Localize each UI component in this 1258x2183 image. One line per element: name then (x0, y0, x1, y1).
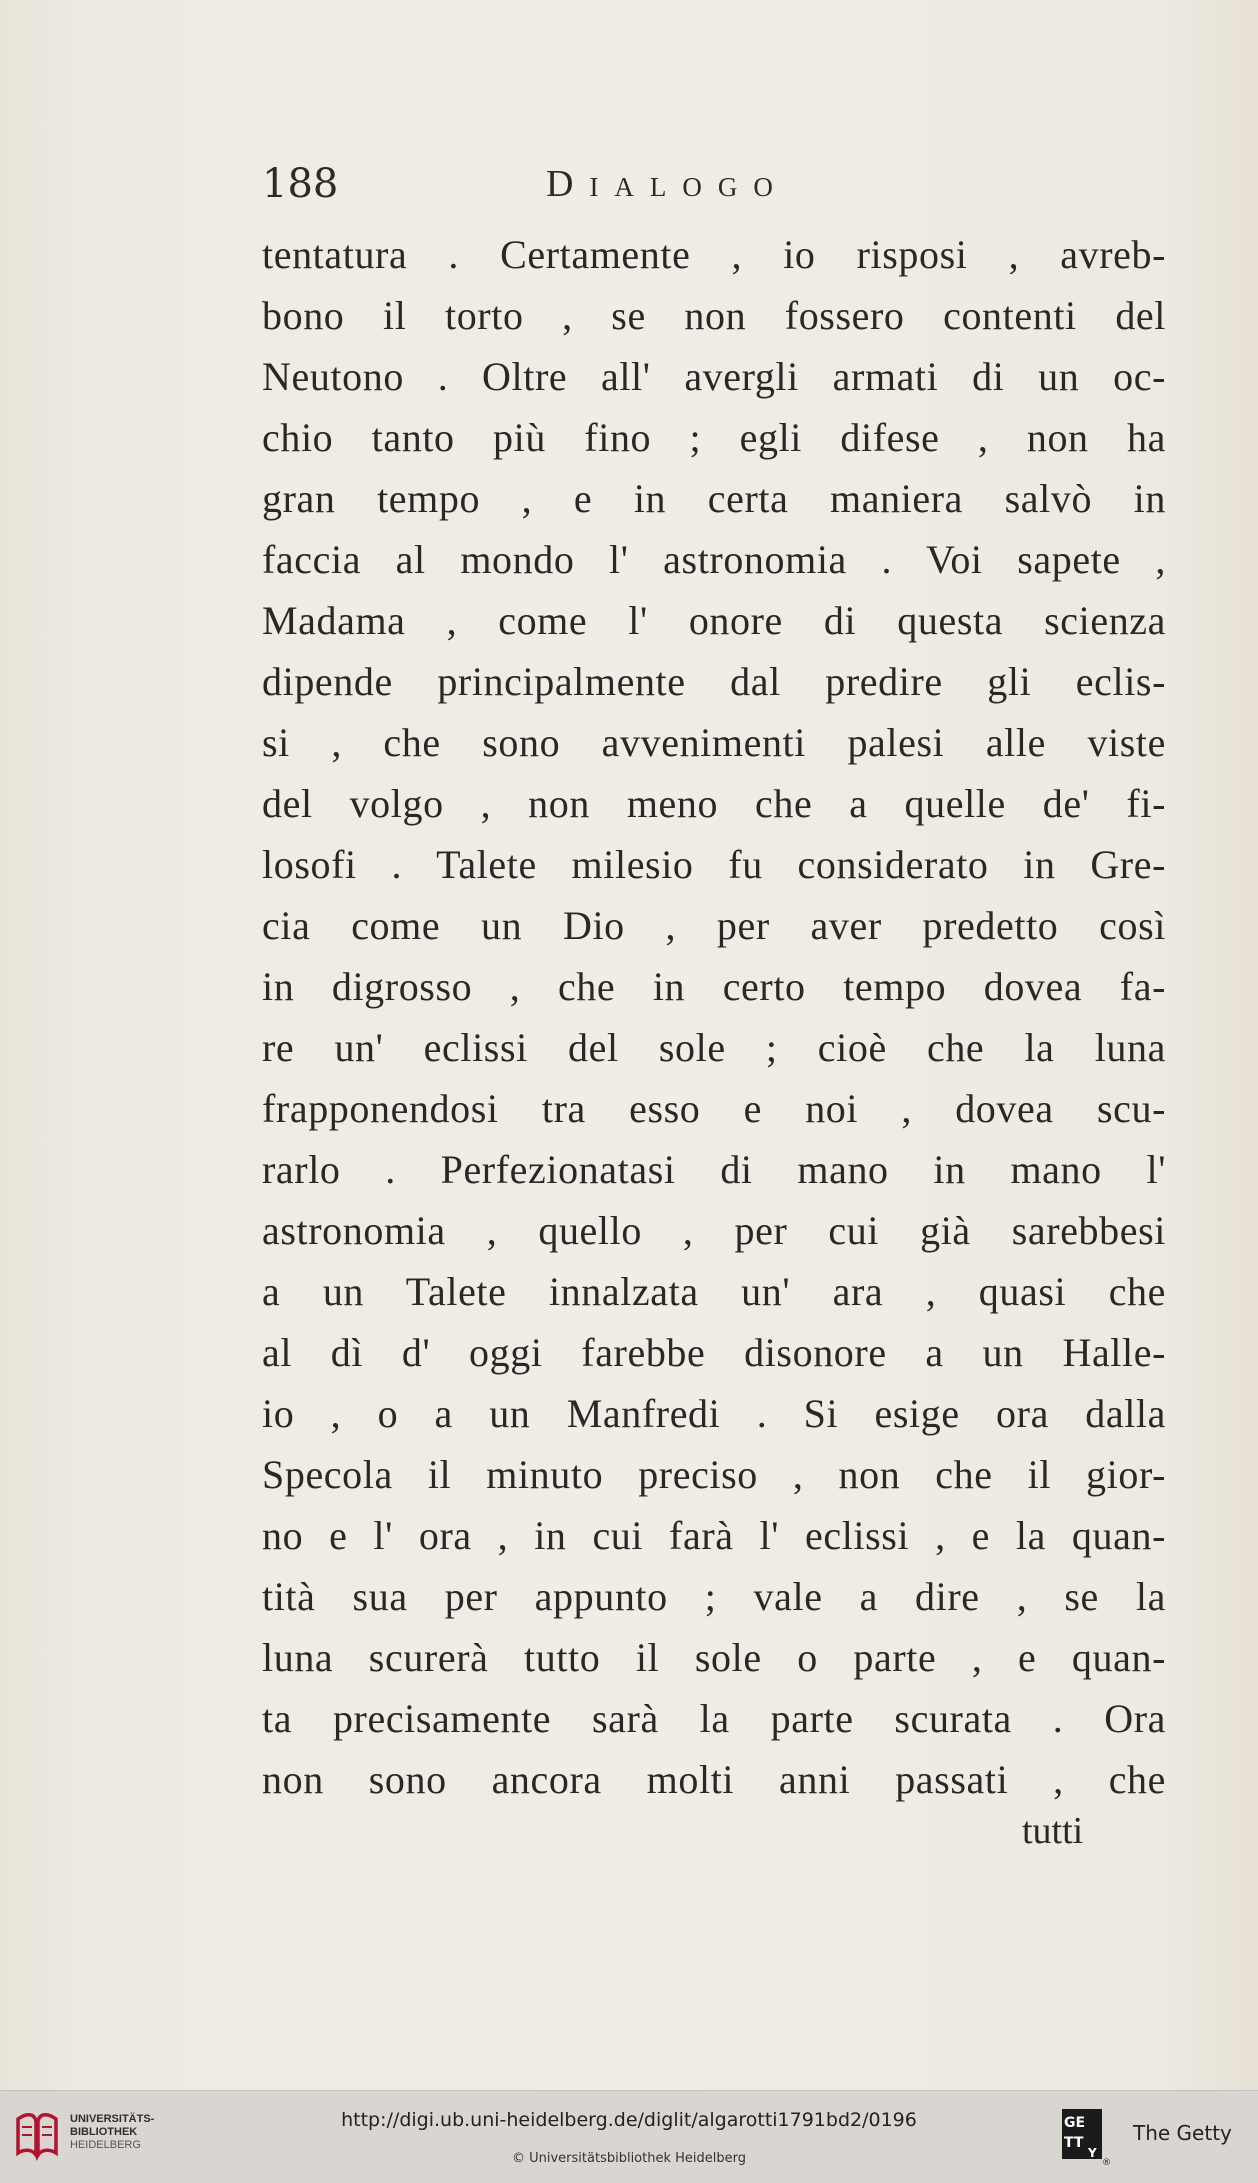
text-line: re un' eclissi del sole ; cioè che la luna (262, 1025, 1166, 1070)
text-line: del volgo , non meno che a quelle de' fi- (262, 781, 1166, 826)
getty-logo-icon (1058, 2105, 1110, 2167)
getty-logo-text-top: GE (1064, 2115, 1086, 2131)
text-line: Neutono . Oltre all' avergli armati di un oc- (262, 354, 1166, 399)
permalink-url[interactable]: http://digi.ub.uni-heidelberg.de/diglit/algarotti1791bd2/0196 (341, 2109, 917, 2131)
registered-mark: ® (1102, 2158, 1111, 2168)
copyright-notice: © Universitätsbibliothek Heidelberg (511, 2151, 746, 2166)
text-line: chio tanto più fino ; egli difese , non ha (262, 415, 1166, 460)
text-line: bono il torto , se non fossero contenti del (262, 293, 1166, 338)
text-line: no e l' ora , in cui farà l' eclissi , e la quan- (262, 1513, 1166, 1558)
body-text (262, 224, 1166, 1810)
text-line: Specola il minuto preciso , non che il gior- (262, 1452, 1166, 1497)
text-line: gran tempo , e in certa maniera salvò in (262, 476, 1166, 521)
page-header (262, 160, 1022, 208)
text-line: faccia al mondo l' astronomia . Voi sapete , (262, 537, 1166, 582)
getty-logo-text-bottom: Y (1088, 2146, 1097, 2160)
text-line: io , o a un Manfredi . Si esige ora dalla (262, 1391, 1166, 1436)
text-line: a un Talete innalzata un' ara , quasi che (262, 1269, 1166, 1314)
text-line: non sono ancora molti anni passati , che (262, 1757, 1166, 1802)
page-number: 188 (262, 161, 339, 207)
text-line: rarlo . Perfezionatasi di mano in mano l' (262, 1147, 1166, 1192)
library-name-line: HEIDELBERG (70, 2139, 141, 2151)
text-line: Madama , come l' onore di questa scienza (262, 598, 1166, 643)
text-line: al dì d' oggi farebbe disonore a un Halle- (262, 1330, 1166, 1375)
text-line: losofi . Talete milesio fu considerato in Gre- (262, 842, 1166, 887)
catchword: tutti (1022, 1810, 1084, 1852)
viewer-footer (0, 2090, 1258, 2183)
running-head: Dialogo (546, 163, 789, 205)
text-line: tentatura . Certamente , io risposi , avreb- (262, 232, 1166, 277)
text-line: dipende principalmente dal predire gli eclis- (262, 659, 1166, 704)
text-line: frapponendosi tra esso e noi , dovea scu- (262, 1086, 1166, 1131)
text-line: in digrosso , che in certo tempo dovea fa- (262, 964, 1166, 1009)
getty-logo-text-middle: TT (1064, 2135, 1084, 2151)
getty-name: The Getty (1133, 2121, 1232, 2145)
library-name-line: BIBLIOTHEK (70, 2126, 138, 2138)
text-line: tità sua per appunto ; vale a dire , se la (262, 1574, 1166, 1619)
text-line: luna scurerà tutto il sole o parte , e quan- (262, 1635, 1166, 1680)
library-name-line: UNIVERSITÄTS- (70, 2113, 155, 2125)
text-line: ta precisamente sarà la parte scurata . Ora (262, 1696, 1166, 1741)
text-line: si , che sono avvenimenti palesi alle viste (262, 720, 1166, 765)
text-line: astronomia , quello , per cui già sarebbesi (262, 1208, 1166, 1253)
text-line: cia come un Dio , per aver predetto così (262, 903, 1166, 948)
